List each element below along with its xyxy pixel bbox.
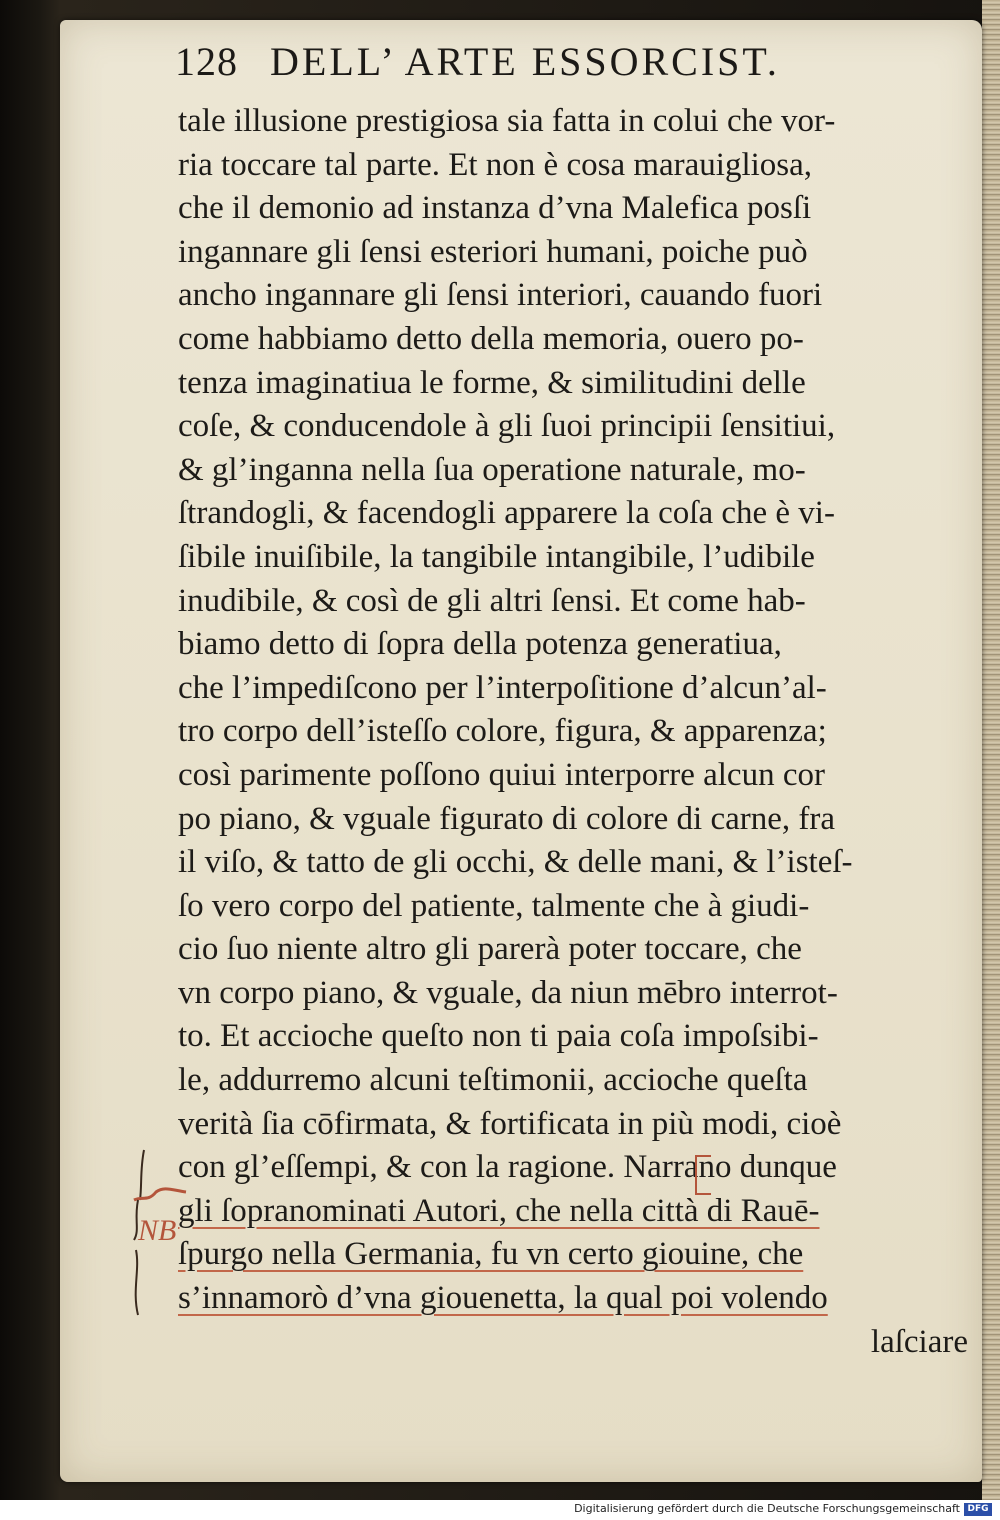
page-number: 128 — [175, 39, 238, 84]
text-line: ancho ingannare gli ſensi interiori, cauando fuori — [178, 277, 823, 314]
text-line: po piano, & vguale figurato di colore di carne, fra — [178, 800, 836, 837]
text-line: ſo vero corpo del patiente, talmente che à giudi- — [178, 887, 810, 924]
text-line: ſibile inuiſibile, la tangibile intangibile, l’udibile — [178, 538, 815, 575]
text-line: to. Et accioche queſto non ti paia coſa impoſsibi- — [178, 1018, 819, 1055]
nota-bene-label: NB — [138, 1214, 177, 1247]
catchword: laſciare — [870, 1323, 968, 1360]
text-line: cio ſuo niente altro gli parerà poter toccare, che — [178, 931, 802, 968]
funding-credit: Digitalisierung gefördert durch die Deutsche Forschungsgemeinschaft — [574, 1502, 960, 1515]
text-line: inudibile, & così de gli altri ſensi. Et come hab- — [178, 582, 806, 619]
text-line: ingannare gli ſensi esteriori humani, poiche può — [178, 233, 808, 270]
text-line: con gl’eſſempi, & con la ragione. Narrano dunque — [178, 1149, 837, 1186]
running-header — [175, 38, 895, 88]
text-line: ria toccare tal parte. Et non è cosa marauigliosa, — [178, 146, 813, 183]
text-line-underlined: ſpurgo nella Germania, fu vn certo giouine, che — [178, 1236, 804, 1273]
page-edges — [982, 0, 1000, 1500]
nota-bene-mark-icon — [120, 1140, 190, 1340]
text-line-underlined: gli ſopranominati Autori, che nella città di Rauē- — [178, 1192, 820, 1229]
text-line: vn corpo piano, & vguale, da niun mēbro interrot- — [178, 974, 838, 1011]
text-line: che il demonio ad instanza d’vna Malefica posſi — [178, 190, 812, 227]
text-line: tenza imaginatiua le forme, & similitudini delle — [178, 364, 806, 401]
text-line: il viſo, & tatto de gli occhi, & delle mani, & l’isteſ- — [178, 844, 853, 881]
text-line: verità ſia cōfirmata, & fortificata in più modi, cioè — [178, 1105, 842, 1142]
text-line: biamo detto di ſopra della potenza generatiua, — [178, 626, 782, 663]
text-line: tale illusione prestigiosa sia fatta in colui che vor- — [178, 103, 836, 139]
text-line: che l’impediſcono per l’interpoſitione d’alcun’al- — [178, 669, 827, 706]
text-line: tro corpo dell’isteſſo colore, figura, & apparenza; — [178, 713, 827, 750]
text-line: come habbiamo detto della memoria, ouero po- — [178, 320, 804, 357]
page-body — [178, 100, 968, 1364]
annotation-bracket — [695, 1155, 711, 1195]
marginal-annotation — [120, 1140, 190, 1340]
running-title: DELL’ ARTE ESSORCIST. — [270, 39, 780, 84]
text-line: & gl’inganna nella ſua operatione naturale, mo- — [178, 451, 806, 488]
text-line-underlined: s’innamorò d’vna giouenetta, la qual poi volendo — [178, 1280, 828, 1317]
text-line: ſtrandogli, & facendogli apparere la coſa che è vi- — [178, 495, 835, 532]
text-line: così parimente poſſono quiui interporre alcun cor — [178, 756, 825, 793]
text-line: coſe, & conducendole à gli ſuoi principii ſensitiui, — [178, 408, 836, 445]
dfg-logo: DFG — [964, 1503, 992, 1516]
text-line: le, addurremo alcuni teſtimonii, accioche queſta — [178, 1062, 808, 1099]
